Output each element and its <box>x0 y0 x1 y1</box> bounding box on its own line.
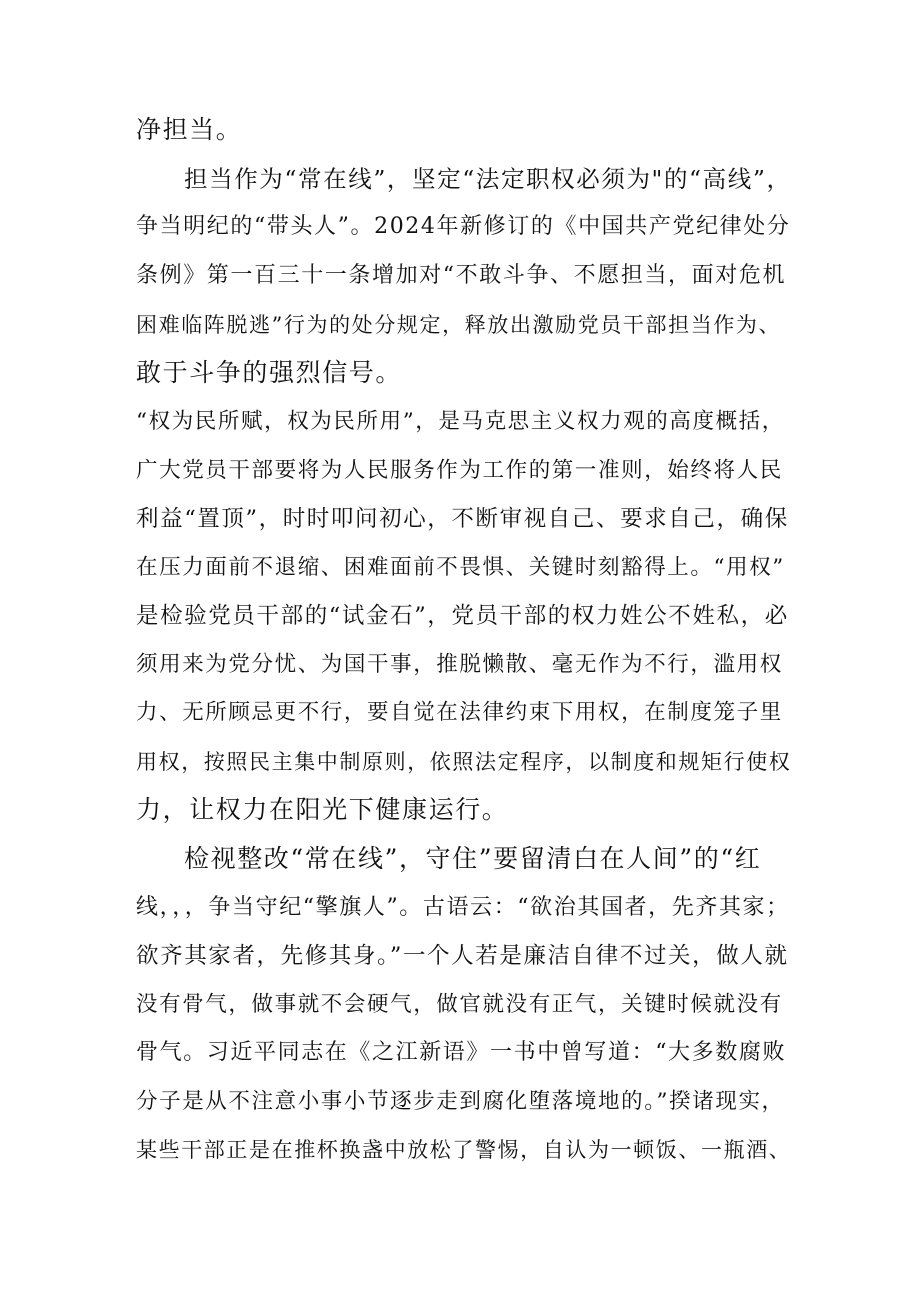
text-line: 争当明纪的“带头人”。2024年新修订的《中国共产党纪律处分 <box>136 214 791 239</box>
text-line: 利益“置顶”，时时叩问初心，不断审视自己、要求自己，确保 <box>136 506 789 532</box>
text-line: 没有骨气，做事就不会硬气，做官就没有正气，关键时候就没有 <box>136 992 783 1017</box>
text-line: 力、无所顾忌更不行，要自觉在法律约束下用权，在制度笼子里 <box>136 700 783 725</box>
text-line: 某些干部正是在推杯换盏中放松了警惕，自认为一顿饭、一瓶酒、 <box>136 1138 792 1162</box>
text-line: 用权，按照民主集中制原则，依照法定程序，以制度和规矩行使权 <box>136 750 792 774</box>
paragraph-start-line: 检视整改“常在线”，守住”要留清白在人间”的“红 <box>184 844 762 873</box>
text-line: 骨气。习近平同志在《之江新语》一书中曾写道：“大多数腐败 <box>136 1040 787 1065</box>
paragraph-start-line: “权为民所赋，权为民所用”，是马克思主义权力观的高度概括， <box>136 409 785 434</box>
text-line: 广大党员干部要将为人民服务作为工作的第一准则，始终将人民 <box>136 458 783 483</box>
text-line: 敢于斗争的强烈信号。 <box>136 358 403 387</box>
text-line: 欲齐其家者，先修其身。”一个人若是廉洁自律不过关，做人就 <box>136 943 789 969</box>
text-line: 力，让权力在阳光下健康运行。 <box>136 795 509 824</box>
text-line: 线，，，争当守纪“擎旗人”。古语云：“欲治其国者，先齐其家； <box>136 895 790 920</box>
text-line: 条例》第一百三十一条增加对“不敢斗争、不愿担当，面对危机 <box>136 263 787 288</box>
text-line: 是检验党员干部的“试金石”，党员干部的权力姓公不姓私，必 <box>136 603 789 629</box>
text-line: 分子是从不注意小事小节逐步走到腐化堕落境地的。”揆诸现实， <box>136 1089 785 1114</box>
text-line: 在压力面前不退缩、困难面前不畏惧、关键时刻豁得上。“用权” <box>136 555 785 580</box>
text-line: 困难临阵脱逃”行为的处分规定，释放出激励党员干部担当作为、 <box>136 313 782 337</box>
paragraph-start-line: 担当作为“常在线”，坚定“法定职权必须为"的“高线”， <box>184 165 792 193</box>
text-line: 净担当。 <box>136 115 243 144</box>
text-line: 须用来为党分忧、为国干事，推脱懒散、毫无作为不行，滥用权 <box>136 652 783 677</box>
